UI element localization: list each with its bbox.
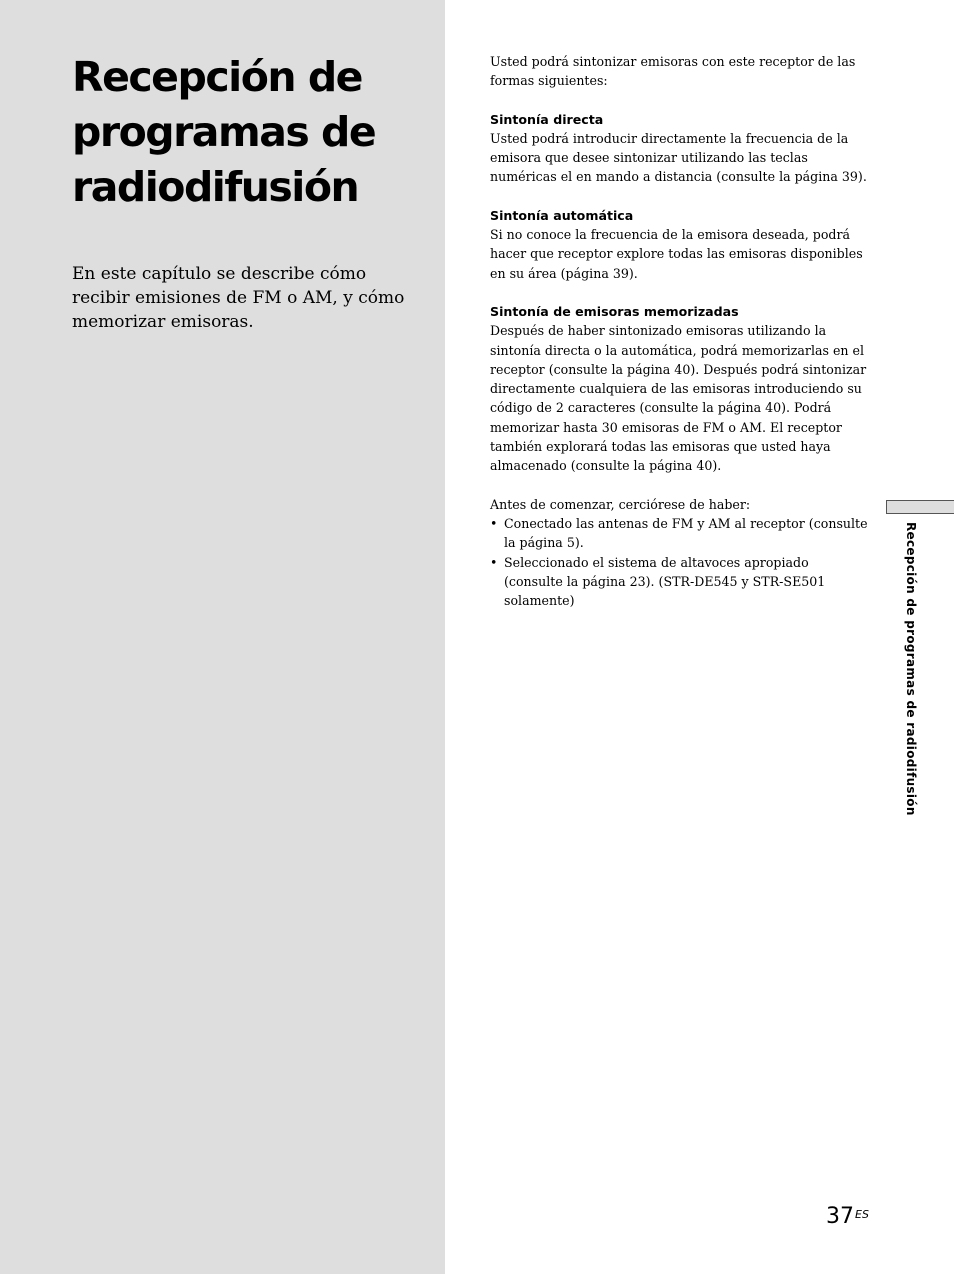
prerequisites: [490, 495, 870, 611]
language-code: ES: [855, 1208, 869, 1221]
prerequisites-list: [490, 514, 870, 610]
side-chapter-label: Recepción de programas de radiodifusión: [904, 522, 918, 816]
list-item: [490, 553, 870, 611]
page-number-value: 37: [826, 1204, 854, 1229]
bullet-marker: •: [490, 554, 498, 570]
chapter-thumb-tab: [886, 500, 954, 514]
side-label-wrap: [904, 522, 922, 842]
section-direct-tuning: [490, 110, 870, 187]
section-heading: Sintonía automática: [490, 207, 634, 223]
section-body: Si no conoce la frecuencia de la emisora deseada, podrá hacer que receptor explore todas las emisoras disponibles en su área (página 39).: [490, 227, 863, 281]
section-body: Después de haber sintonizado emisoras utilizando la sintonía directa o la automática, podrá memorizarlas en el receptor (consulte la página 40). Después podrá sintonizar directamente cualquiera de las emisoras introduciendo su código de 2 caracteres (consulte la página 40). Podrá memorizar hasta 30 emisoras de FM o AM. El receptor también explorará todas las emisoras que usted haya almacenado (consulte la página 40).: [490, 323, 867, 474]
section-heading: Sintonía directa: [490, 111, 604, 127]
list-item-text: Seleccionado el sistema de altavoces apropiado (consulte la página 23). (STR-DE545 y STR-SE501 solamente): [504, 554, 826, 609]
section-preset-tuning: [490, 302, 870, 476]
bullet-marker: •: [490, 515, 498, 531]
chapter-panel: [0, 0, 445, 1274]
section-heading: Sintonía de emisoras memorizadas: [490, 303, 739, 319]
chapter-intro: En este capítulo se describe cómo recibir emisiones de FM o AM, y cómo memorizar emisoras.: [72, 264, 405, 332]
main-content: [490, 52, 870, 610]
list-item: [490, 514, 870, 553]
prerequisites-intro: Antes de comenzar, cerciórese de haber:: [490, 496, 751, 512]
section-body: Usted podrá introducir directamente la frecuencia de la emisora que desee sintonizar utilizando las teclas numéricas el en mando a distancia (consulte la página 39).: [490, 130, 867, 185]
list-item-text: Conectado las antenas de FM y AM al receptor (consulte la página 5).: [504, 515, 868, 551]
chapter-title: Recepción de programas de radiodifusión: [72, 53, 376, 211]
content-intro: Usted podrá sintonizar emisoras con este receptor de las formas siguientes:: [490, 54, 856, 89]
section-auto-tuning: [490, 206, 870, 283]
page-number: [826, 1204, 869, 1229]
